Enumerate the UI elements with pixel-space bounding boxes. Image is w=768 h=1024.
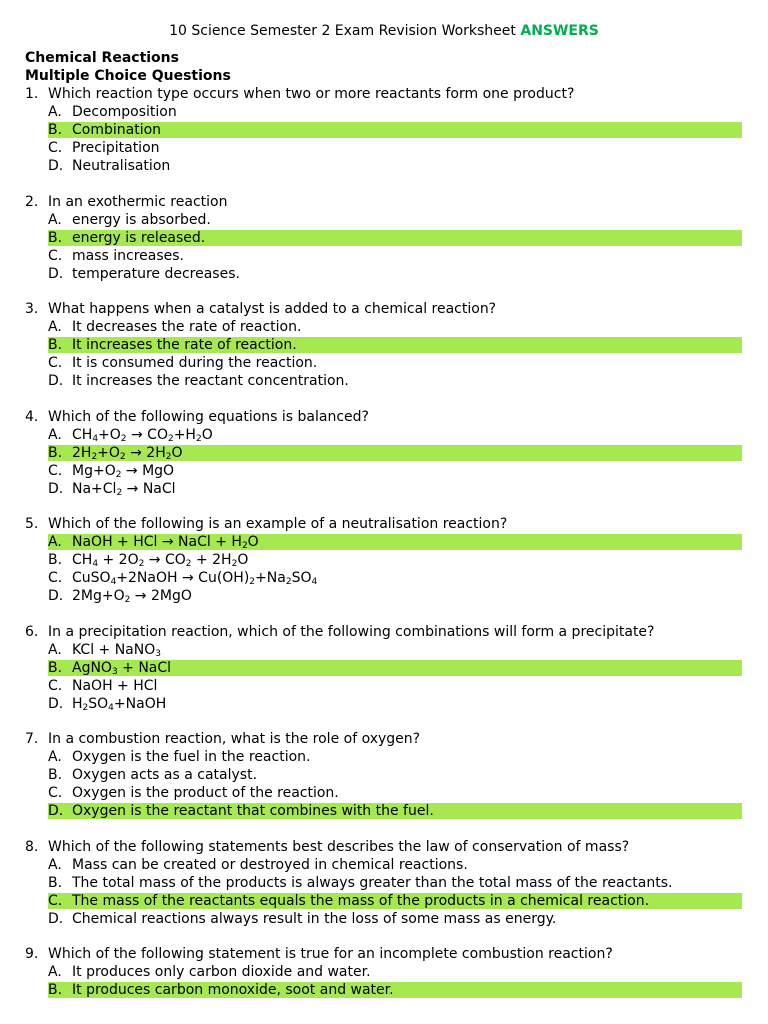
- option-text: Mass can be created or destroyed in chemical reactions.: [72, 856, 468, 873]
- option-text: $CH_4 + 2O_2 \to CO_2 + 2H_2O$: [72, 552, 249, 569]
- answer-option-correct: [0, 659, 768, 677]
- option-letter: D.: [48, 373, 64, 389]
- answer-option: [0, 784, 768, 802]
- option-letter: A.: [48, 749, 62, 765]
- document-title: [0, 22, 768, 40]
- option-text: $CH_4+O_2 \to CO_2+H_2O$: [72, 426, 213, 444]
- option-letter: B.: [48, 337, 63, 353]
- option-text: energy is released.: [72, 229, 206, 246]
- option-text: Oxygen acts as a catalyst.: [72, 767, 258, 783]
- question-number: 2.: [25, 193, 39, 210]
- question-block: [0, 838, 768, 946]
- question-block: [0, 300, 768, 408]
- question-line: [0, 730, 768, 748]
- question-line: [0, 408, 768, 426]
- answers-label: ANSWERS: [520, 23, 599, 39]
- option-letter: B.: [48, 444, 63, 461]
- question-block: [0, 945, 768, 999]
- option-text: NaOH + HCl → NaCl + $H_2O$: [72, 534, 259, 551]
- question-text: In a precipitation reaction, which of the following combinations will form a precipitate?: [48, 623, 655, 640]
- option-text: AgNO$_3$ + NaCl: [72, 659, 172, 677]
- option-letter: D.: [48, 910, 64, 927]
- answer-option: [0, 910, 768, 928]
- option-text: The total mass of the products is always greater than the total mass of the reactants.: [72, 874, 673, 891]
- answer-option: [0, 766, 768, 784]
- answer-option-correct: [0, 802, 768, 820]
- option-letter: C.: [48, 247, 63, 264]
- option-text: $Mg+O_2$ → MgO: [72, 462, 175, 480]
- question-line: [0, 945, 768, 963]
- question-line: [0, 193, 768, 211]
- option-text: Precipitation: [72, 140, 160, 156]
- question-line: [0, 85, 768, 103]
- answer-option-correct: [0, 981, 768, 999]
- answer-option: [0, 247, 768, 265]
- option-text: $2Mg+O_2 \to 2MgO$: [72, 588, 192, 605]
- answer-option: [0, 856, 768, 874]
- answer-option-correct: [0, 533, 768, 551]
- answer-option-correct: [0, 444, 768, 462]
- answer-option: [0, 677, 768, 695]
- question-number: 4.: [25, 408, 39, 425]
- answer-option: [0, 372, 768, 390]
- option-text: Oxygen is the reactant that combines with the fuel.: [72, 803, 434, 819]
- question-number: 1.: [25, 86, 39, 102]
- option-text: Oxygen is the fuel in the reaction.: [72, 749, 311, 765]
- answer-option-correct: [0, 892, 768, 910]
- answer-option: [0, 157, 768, 175]
- option-text: It is consumed during the reaction.: [72, 355, 318, 371]
- answer-option: [0, 139, 768, 157]
- option-letter: C.: [48, 785, 63, 801]
- question-text: Which of the following equations is balanced?: [48, 408, 369, 425]
- question-text: What happens when a catalyst is added to a chemical reaction?: [48, 301, 497, 317]
- option-letter: C.: [48, 570, 63, 586]
- answer-option-correct: [0, 229, 768, 247]
- section-title: Chemical Reactions: [25, 50, 179, 66]
- option-letter: D.: [48, 480, 64, 497]
- option-letter: B.: [48, 229, 63, 246]
- answer-option: [0, 551, 768, 569]
- answer-option: [0, 211, 768, 229]
- option-text: Neutralisation: [72, 158, 171, 174]
- option-letter: B.: [48, 982, 63, 998]
- question-block: [0, 623, 768, 731]
- question-spacer: [0, 713, 768, 731]
- option-letter: A.: [48, 319, 62, 335]
- question-spacer: [0, 175, 768, 193]
- question-spacer: [0, 283, 768, 301]
- question-text: In a combustion reaction, what is the role of oxygen?: [48, 731, 421, 747]
- option-letter: D.: [48, 265, 64, 282]
- question-number: 6.: [25, 623, 39, 640]
- answer-option: [0, 480, 768, 498]
- option-letter: B.: [48, 659, 63, 676]
- option-text: temperature decreases.: [72, 265, 240, 282]
- question-number: 9.: [25, 946, 39, 962]
- question-block: [0, 408, 768, 516]
- question-line: [0, 838, 768, 856]
- option-text: It increases the reactant concentration.: [72, 373, 349, 389]
- option-text: Oxygen is the product of the reaction.: [72, 785, 339, 801]
- question-block: [0, 85, 768, 193]
- question-number: 3.: [25, 301, 39, 317]
- question-line: [0, 623, 768, 641]
- question-spacer: [0, 605, 768, 623]
- answer-option: [0, 318, 768, 336]
- option-letter: A.: [48, 426, 62, 443]
- question-number: 8.: [25, 838, 39, 855]
- answer-option: [0, 426, 768, 444]
- answer-option: [0, 587, 768, 605]
- option-text: CuSO$_4$+2NaOH → $Cu(OH)_2+Na_2SO_4$: [72, 570, 318, 587]
- answer-option: [0, 569, 768, 587]
- question-block: [0, 515, 768, 623]
- option-letter: C.: [48, 462, 63, 479]
- question-number: 7.: [25, 731, 39, 747]
- option-text: It produces only carbon dioxide and water.: [72, 964, 371, 980]
- option-text: $2H_2+O_2 \to 2H_2O$: [72, 444, 183, 462]
- option-text: mass increases.: [72, 247, 185, 264]
- option-text: It decreases the rate of reaction.: [72, 319, 302, 335]
- option-letter: C.: [48, 892, 63, 909]
- title-text: 10 Science Semester 2 Exam Revision Worksheet: [169, 23, 516, 39]
- question-block: [0, 193, 768, 301]
- answer-option: [0, 103, 768, 121]
- option-letter: C.: [48, 677, 63, 694]
- answer-option: [0, 874, 768, 892]
- option-letter: A.: [48, 964, 62, 980]
- option-letter: B.: [48, 552, 63, 568]
- option-text: Chemical reactions always result in the loss of some mass as energy.: [72, 910, 557, 927]
- question-number: 5.: [25, 516, 39, 532]
- option-text: KCl + NaNO$_3$: [72, 641, 161, 659]
- question-text: Which of the following is an example of a neutralisation reaction?: [48, 516, 508, 532]
- option-letter: A.: [48, 641, 62, 658]
- option-letter: B.: [48, 874, 63, 891]
- answer-option: [0, 963, 768, 981]
- option-letter: D.: [48, 803, 64, 819]
- option-text: NaOH + HCl: [72, 677, 158, 694]
- option-text: It produces carbon monoxide, soot and water.: [72, 982, 394, 998]
- answer-option: [0, 462, 768, 480]
- question-text: In an exothermic reaction: [48, 193, 228, 210]
- answer-option-correct: [0, 121, 768, 139]
- option-text: It increases the rate of reaction.: [72, 337, 297, 353]
- option-letter: A.: [48, 534, 62, 550]
- question-line: [0, 300, 768, 318]
- question-spacer: [0, 820, 768, 838]
- option-text: Decomposition: [72, 104, 177, 120]
- answer-option: [0, 354, 768, 372]
- option-text: $Na+Cl_2$ → NaCl: [72, 480, 176, 498]
- question-spacer: [0, 928, 768, 946]
- question-list: [0, 85, 768, 999]
- option-text: $H_2SO_4+NaOH$: [72, 695, 167, 713]
- answer-option: [0, 265, 768, 283]
- option-letter: B.: [48, 122, 63, 138]
- option-letter: D.: [48, 695, 64, 712]
- question-line: [0, 515, 768, 533]
- answer-option: [0, 641, 768, 659]
- option-text: Combination: [72, 122, 162, 138]
- option-letter: B.: [48, 767, 63, 783]
- option-letter: A.: [48, 856, 62, 873]
- question-block: [0, 730, 768, 838]
- option-letter: D.: [48, 158, 64, 174]
- question-text: Which of the following statements best describes the law of conservation of mass?: [48, 838, 630, 855]
- option-letter: A.: [48, 211, 62, 228]
- question-text: Which reaction type occurs when two or more reactants form one product?: [48, 86, 575, 102]
- option-letter: D.: [48, 588, 64, 604]
- option-text: energy is absorbed.: [72, 211, 211, 228]
- option-letter: A.: [48, 104, 62, 120]
- question-spacer: [0, 390, 768, 408]
- option-letter: C.: [48, 140, 63, 156]
- question-spacer: [0, 498, 768, 516]
- option-letter: C.: [48, 355, 63, 371]
- answer-option: [0, 748, 768, 766]
- answer-option-correct: [0, 336, 768, 354]
- option-text: The mass of the reactants equals the mass of the products in a chemical reaction.: [72, 892, 650, 909]
- section-subtitle: Multiple Choice Questions: [25, 68, 231, 84]
- answer-option: [0, 695, 768, 713]
- question-text: Which of the following statement is true for an incomplete combustion reaction?: [48, 946, 613, 962]
- worksheet-content: [0, 49, 768, 999]
